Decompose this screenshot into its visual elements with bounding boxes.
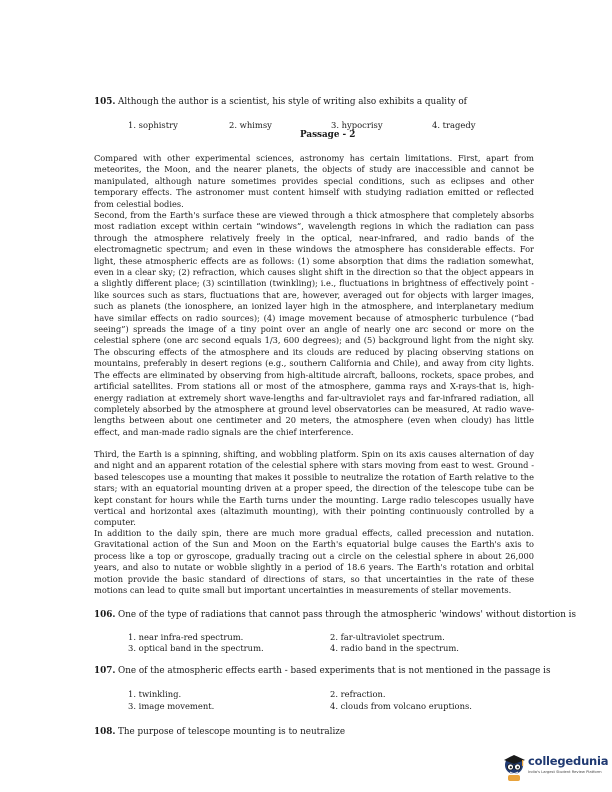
question-number: 105. [94,97,116,107]
option-107-3: 3. image movement. [128,701,215,711]
option-107-4: 4. clouds from volcano eruptions. [330,701,472,711]
question-number: 107. [94,666,116,676]
question-107 [94,666,551,677]
passage-paragraph-4: In addition to the daily spin, there are much more gradual effects, called precession and nutation. Gravitational action of the Sun and Moon on the Earth's equatorial bulge causes the Earth's axis to process like a top or gyroscope, gradually tracing out a circle on the celestial sphere in about 26,000 years, and also to nutate or wobble slightly in a period of 18.6 years. The Earth's rotation and orbital motion provide the basic standard of directions of stars, so that uncertainties in the rate of these motions can lead to quite small but important uncertainties in measurements of stellar movements. [94,528,534,596]
brand-name: collegedunia [528,754,609,768]
question-number: 108. [94,727,116,737]
option-106-3: 3. optical band in the spectrum. [128,643,264,653]
question-text: The purpose of telescope mounting is to neutralize [118,727,346,737]
brand-tagline: India's Largest Student Review Platform [528,770,602,774]
passage-paragraph-3: Third, the Earth is a spinning, shifting, and wobbling platform. Spin on its axis causes alternation of day and night and an apparent rotation of the celestial sphere with stars moving from east to west. Ground - based telescopes use a mounting that makes it possible to neutralize the rotation of Earth relative to the stars; with an equatorial mounting driven at a proper speed, the direction of the telescope tube can be kept constant for hours while the Earth turns under the mounting. Large radio telescopes usually have vertical and horizontal axes (altazimuth mounting), with their pointing continuously controlled by a computer. [94,449,534,528]
question-text: Although the author is a scientist, his style of writing also exhibits a quality of [118,97,467,107]
option-107-2: 2. refraction. [330,689,386,699]
question-108 [94,727,345,738]
passage-paragraph-1: Compared with other experimental sciences, astronomy has certain limitations. First, apart from meteorites, the Moon, and the nearer planets, the objects of study are inaccessible and cannot be manipulated, although nature sometimes provides special conditions, such as eclipses and other temporary effects. The astronomer must content himself with studying radiation emitted or reflected from celestial bodies. [94,153,534,209]
collegedunia-logo[interactable] [500,751,609,785]
option-105-4: 4. tragedy [432,120,476,130]
passage-paragraph-2: Second, from the Earth's surface these are viewed through a thick atmosphere that completely absorbs most radiation except within certain “windows”, wavelength regions in which the radiation can pass through the atmosphere relatively freely in the optical, near-infrared, and radio bands of the electromagnetic spectrum; and even in these windows the atmosphere has considerable effects. For light, these atmospheric effects are as follows: (1) some absorption that dims the radiation somewhat, even in a clear sky; (2) refraction, which causes slight shift in the direction so that the object appears in a slightly different place; (3) scintillation (twinkling); i.e., fluctuations in brightness of effectively point - like sources such as stars, fluctuations that are, however, averaged out for objects with larger images, such as planets (the ionosphere, an ionized layer high in the atmosphere, and interplanetary medium have similar effects on radio sources); (4) image movement because of atmospheric turbulence (“bad seeing”) spreads the image of a tiny point over an angle of nearly one arc second or more on the celestial sphere (one arc second equals 1/3, 600 degrees); and (5) background light from the night sky. The obscuring effects of the atmosphere and its clouds are reduced by placing observing stations on mountains, preferably in desert regions (e.g., southern California and Chile), and away from city lights. The effects are eliminated by observing from high-altitude aircraft, balloons, rockets, space probes, and artificial satellites. From stations all or most of the atmosphere, gamma rays and X-rays-that is, high-energy radiation at extremely short wave-lengths and far-ultraviolet rays and far-infrared radiation, all completely absorbed by the atmosphere at ground level observatories can be measured, At radio wave-lengths between about one centimeter and 20 meters, the atmosphere (even when cloudy) has little effect, and man-made radio signals are the chief interference. [94,210,534,437]
question-106 [94,610,576,621]
option-106-1: 1. near infra-red spectrum. [128,632,244,642]
option-105-1: 1. sophistry [128,120,178,130]
option-105-3: 3. hypocrisy [331,120,383,130]
passage-title: Passage - 2 [300,130,356,140]
option-106-4: 4. radio band in the spectrum. [330,643,459,653]
mascot-icon [500,751,528,783]
option-105-2: 2. whimsy [229,120,272,130]
question-105 [94,97,467,108]
option-106-2: 2. far-ultraviolet spectrum. [330,632,445,642]
question-text: One of the atmospheric effects earth - based experiments that is not mentioned in the passage is [118,666,551,676]
question-text: One of the type of radiations that cannot pass through the atmospheric 'windows' without distortion is [118,610,577,620]
question-number: 106. [94,610,116,620]
option-107-1: 1. twinkling. [128,689,182,699]
